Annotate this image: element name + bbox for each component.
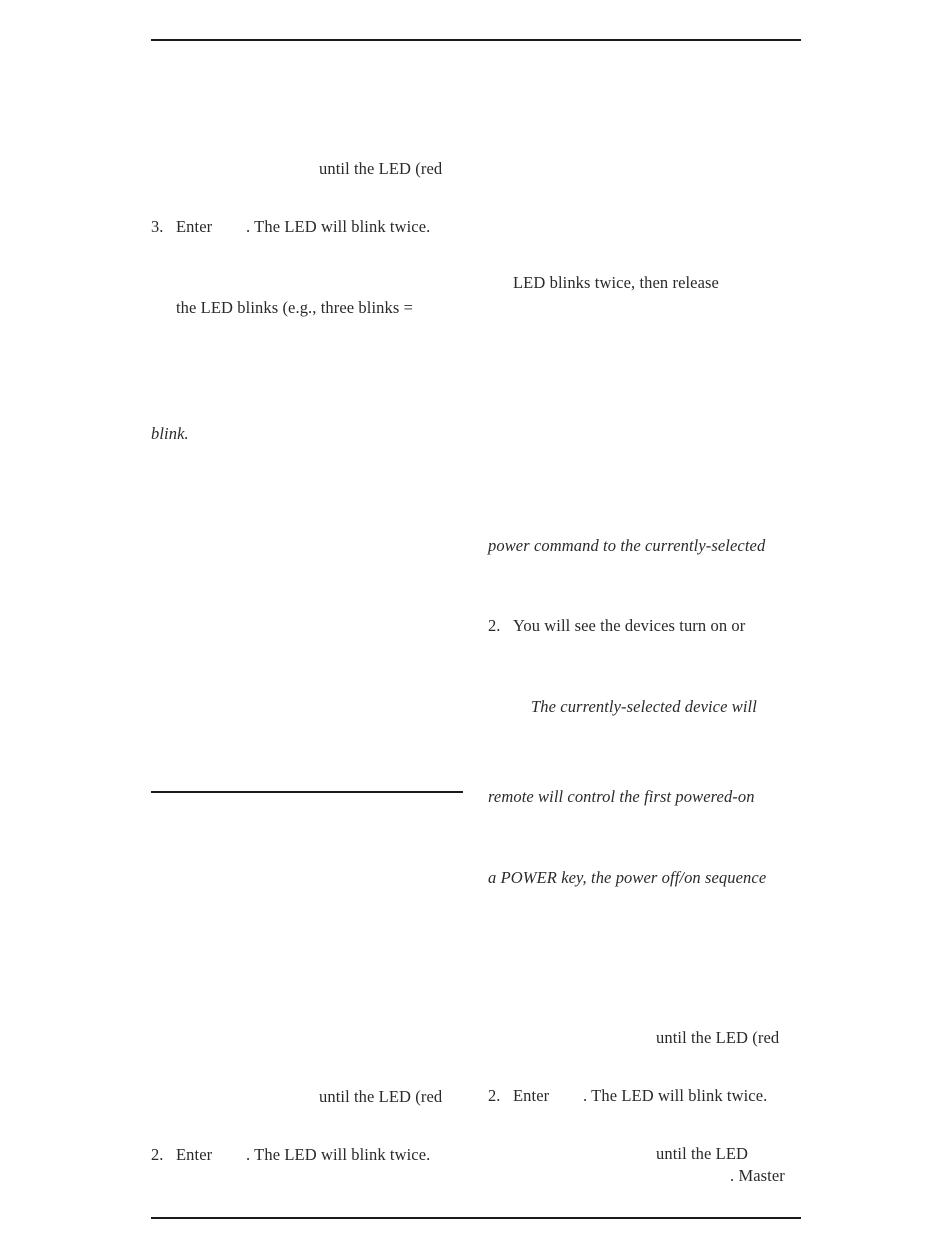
text-line: until the LED (red <box>319 1087 443 1106</box>
step-text: Enter . The LED will blink twice. <box>176 1145 431 1164</box>
top-rule <box>151 39 801 41</box>
text-line: until the LED (red <box>319 159 443 178</box>
note-text: power command to the currently-selected <box>488 536 766 555</box>
text-line: the LED blinks (e.g., three blinks = <box>176 298 413 317</box>
step-number: 2. <box>488 616 501 635</box>
step-number: 3. <box>151 217 164 236</box>
text-line: LED blinks twice, then release <box>513 273 719 292</box>
note-text: remote will control the first powered-on <box>488 787 755 806</box>
step-text: You will see the devices turn on or <box>513 616 746 635</box>
note-text: blink. <box>151 424 189 443</box>
section-divider <box>151 791 463 793</box>
step-number: 2. <box>151 1145 164 1164</box>
note-text: a POWER key, the power off/on sequence <box>488 868 767 887</box>
text-line: until the LED (red <box>656 1028 780 1047</box>
note-text: The currently-selected device will <box>531 697 757 716</box>
bottom-rule <box>151 1217 801 1219</box>
text-line: . Master <box>730 1166 785 1185</box>
step-text: Enter . The LED will blink twice. <box>513 1086 768 1105</box>
step-text: Enter . The LED will blink twice. <box>176 217 431 236</box>
text-line: until the LED <box>656 1144 749 1163</box>
step-number: 2. <box>488 1086 501 1105</box>
